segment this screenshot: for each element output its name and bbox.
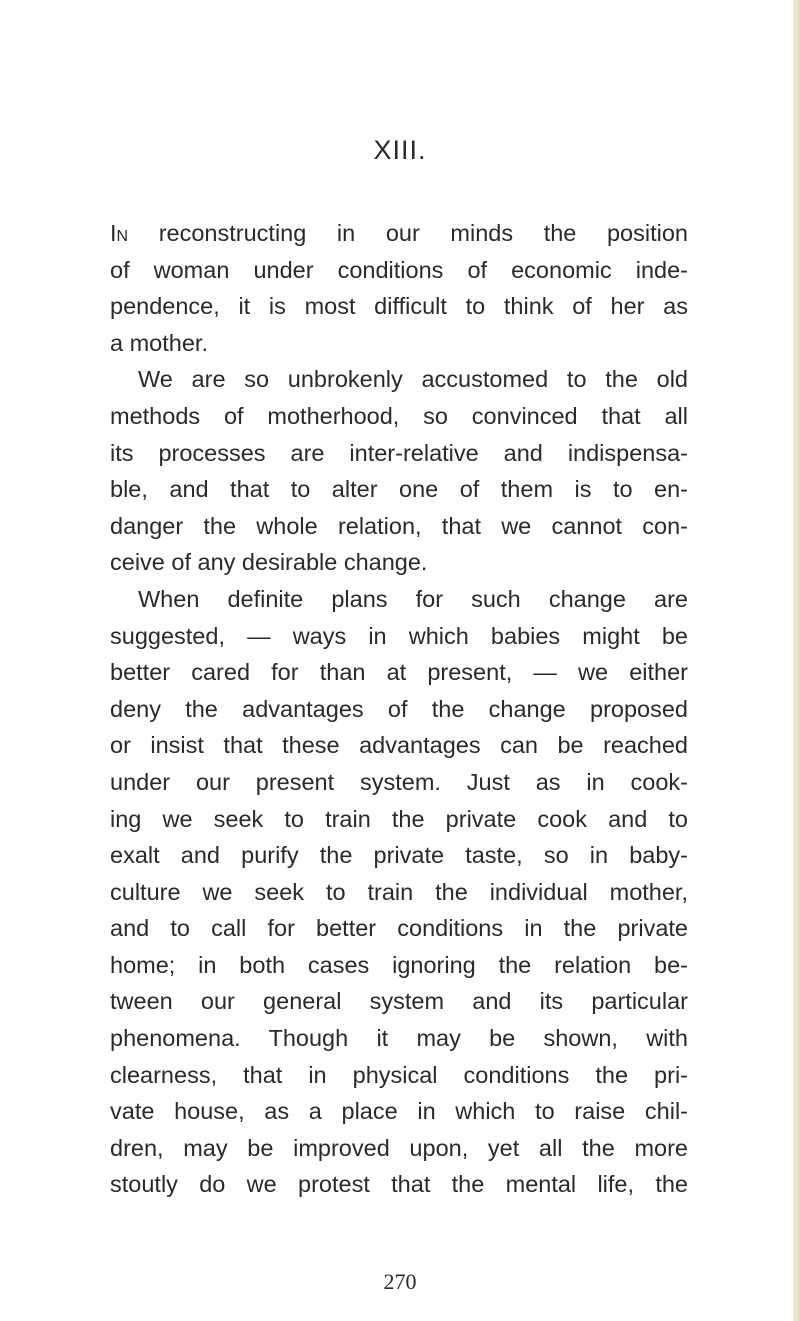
text-line: exalt and purify the private taste, so in baby- [110, 842, 688, 869]
text-line: a mother. [110, 329, 208, 356]
chapter-heading: XIII. [373, 135, 427, 165]
body-text [110, 215, 688, 1203]
text-line: danger the whole relation, that we cannot con- [110, 512, 688, 539]
text-line: culture we seek to train the individual mother, [110, 878, 688, 905]
text-line: better cared for than at present, — we either [110, 659, 688, 686]
text-line-content: reconstructing in our minds the position [128, 220, 688, 246]
page-edge [793, 0, 800, 1321]
text-line: home; in both cases ignoring the relation be- [110, 951, 688, 978]
text-line: ble, and that to alter one of them is to en- [110, 476, 688, 503]
text-line: tween our general system and its particular [110, 988, 688, 1015]
text-line: dren, may be improved upon, yet all the more [110, 1134, 688, 1161]
text-line: deny the advantages of the change proposed [110, 695, 688, 722]
text-line: suggested, — ways in which babies might be [110, 622, 688, 649]
text-line: clearness, that in physical conditions the pri- [110, 1061, 688, 1088]
text-line: or insist that these advantages can be reached [110, 732, 688, 759]
text-line: its processes are inter-relative and indispensa- [110, 439, 688, 466]
text-line [110, 215, 688, 252]
text-line: stoutly do we protest that the mental life, the [110, 1171, 688, 1198]
text-line: of woman under conditions of economic inde- [110, 256, 688, 283]
text-line: ing we seek to train the private cook and to [110, 805, 688, 832]
text-line: We are so unbrokenly accustomed to the old [138, 366, 688, 393]
page-number: 270 [383, 1269, 417, 1294]
text-line: vate house, as a place in which to raise chil- [110, 1098, 688, 1125]
text-line: ceive of any desirable change. [110, 549, 428, 576]
first-word: In [110, 220, 129, 246]
text-line: methods of motherhood, so convinced that all [110, 402, 688, 429]
text-line: pendence, it is most difficult to think of her as [110, 293, 688, 320]
text-line: phenomena. Though it may be shown, with [110, 1025, 688, 1052]
text-line: When definite plans for such change are [138, 585, 688, 612]
text-line: and to call for better conditions in the private [110, 915, 688, 942]
text-line: under our present system. Just as in cook- [110, 768, 688, 795]
